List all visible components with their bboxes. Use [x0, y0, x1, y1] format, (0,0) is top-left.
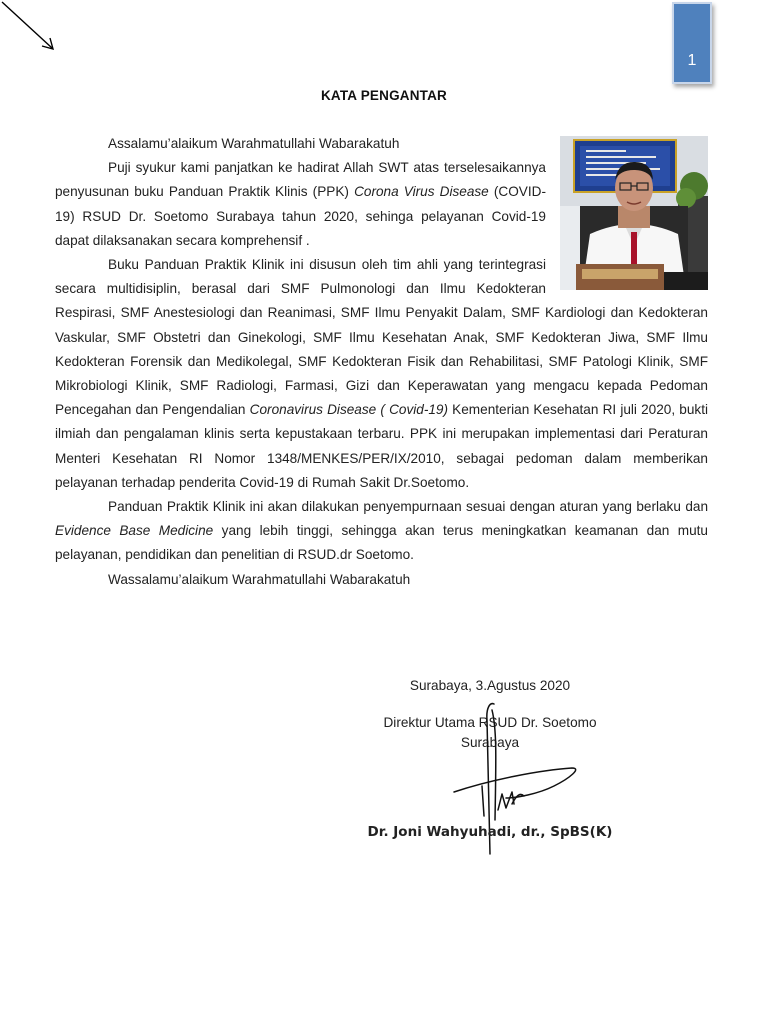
paragraph-1-italic: Corona Virus Disease [354, 184, 489, 200]
signature-place-date: Surabaya, 3.Agustus 2020 [409, 678, 571, 693]
paragraph-2-text-b: Kementerian Kesehatan RI juli 2020, bukti ilmiah dan pengalaman klinis serta kepustakaan terbaru. PPK ini merupakan implementasi dari Peraturan Menteri Kesehatan RI Nomor 1348/MENKES/PER/IX/2010, sebagai pedoman dalam memberikan pelayanan terhadap penderita Covid-19 di Rumah Sakit Dr.Soetomo. [55, 402, 709, 490]
signature-city: Surabaya [460, 735, 520, 750]
paragraph-3-text-a: Panduan Praktik Klinik ini akan dilakukan penyempurnaan sesuai dengan aturan yang berlaku dan [108, 499, 708, 515]
paragraph-1-text-a: Puji syukur kami panjatkan ke hadirat Allah SWT atas terselesaikannya penyusunan buku Panduan Praktik Klinis (PPK) [55, 160, 546, 200]
opening-greeting: Assalamu’alaikum Warahmatullahi Wabarakatuh [108, 136, 400, 151]
paragraph-3-italic: Evidence Base Medicine [55, 523, 214, 539]
paragraph-2-text-a: Buku Panduan Praktik Klinik ini disusun oleh tim ahli yang terintegrasi secara multidisiplin, berasal dari SMF Pulmonologi dan Ilmu Kedokteran Respirasi, SMF Anestesiologi dan Reanimasi, SMF Ilmu Penyakit Dalam, SMF Kardiologi dan Kedokteran Vaskular, SMF Obstetri dan Ginekologi, SMF Ilmu Kesehatan Anak, SMF Kedokteran Jiwa, SMF Ilmu Kedokteran Forensik dan Medikolegal, SMF Kedokteran Fisik dan Rehabilitasi, SMF Patologi Klinik, SMF Mikrobiologi Klinik, SMF Radiologi, Farmasi, Gizi dan Keperawatan yang mengacu kepada Pedoman Pencegahan dan Pengendalian [55, 257, 708, 418]
paragraph-3-text-b: yang lebih tinggi, sehingga akan terus meningkatkan keamanan dan mutu pelayanan, pendidikan dan penelitian di RSUD.dr Soetomo. [55, 523, 708, 563]
signatory-name: Dr. Joni Wahyuhadi, dr., SpBS(K) [367, 824, 613, 840]
paragraph-1-text-b: (COVID-19) RSUD Dr. Soetomo Surabaya tahun 2020, sehinga pelayanan Covid-19 dapat dilaksanakan secara komprehensif . [55, 184, 546, 248]
signature-role: Direktur Utama RSUD Dr. Soetomo [383, 715, 597, 730]
page-number-tab [672, 2, 712, 84]
director-photo [560, 136, 708, 290]
page-number: 1 [687, 52, 697, 69]
corner-arrow-icon [0, 0, 60, 56]
director-portrait-image [560, 136, 708, 290]
paragraph-2-italic: Coronavirus Disease ( Covid-19) [249, 402, 449, 418]
paragraph-3 [55, 495, 708, 568]
document-body [55, 132, 708, 592]
closing-greeting: Wassalamu’alaikum Warahmatullahi Wabarakatuh [108, 571, 411, 587]
page-title: KATA PENGANTAR [320, 88, 448, 103]
